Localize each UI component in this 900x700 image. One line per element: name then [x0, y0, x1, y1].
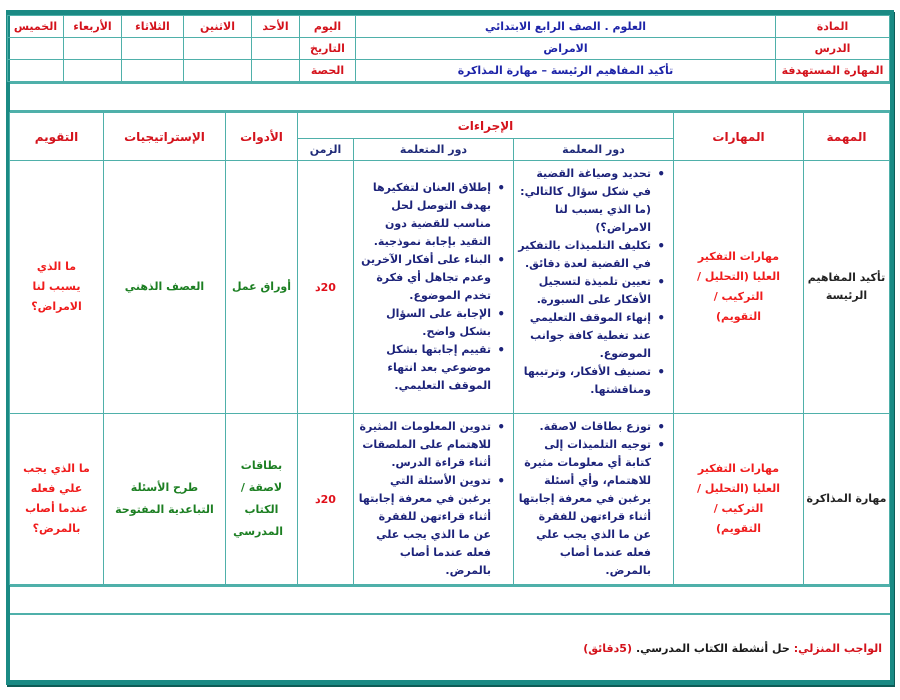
skills-cell: مهارات التفكير العليا (التحليل / التركيب / التقويم) — [674, 161, 804, 414]
homework-section — [10, 615, 890, 681]
date-thursday-cell[interactable] — [8, 38, 64, 60]
strategies-cell: العصف الذهني — [103, 161, 225, 414]
list-item: • تعيين تلميذة لتسجيل الأفكار على السبورة. — [518, 273, 667, 309]
date-wednesday-cell[interactable] — [64, 38, 122, 60]
header-student-role: دور المتعلمة — [354, 139, 514, 161]
day-sunday: الأحد — [252, 16, 300, 38]
list-item: • البناء على أفكار الآخرين وعدم تجاهل أي فكرة تخدم الموضوع. — [358, 251, 507, 305]
table-row — [9, 414, 889, 585]
spacer-row — [10, 82, 890, 112]
student-role-cell — [354, 414, 514, 585]
period-sunday-cell[interactable] — [252, 60, 300, 82]
list-item: • إنهاء الموقف التعليمي عند تغطية كافة جوانب الموضوع. — [518, 309, 667, 363]
header-teacher-role: دور المعلمة — [514, 139, 674, 161]
day-wednesday: الأربعاء — [64, 16, 122, 38]
day-thursday: الخميس — [8, 16, 64, 38]
blank-row — [10, 585, 890, 615]
subject-label: المادة — [776, 16, 890, 38]
lesson-value: الامراض — [356, 38, 776, 60]
subject-value: العلوم . الصف الرابع الابتدائي — [356, 16, 776, 38]
lesson-plan-frame — [6, 10, 894, 685]
strategies-cell: طرح الأسئلة التباعدية المفتوحة — [103, 414, 225, 585]
header-task: المهمة — [804, 113, 890, 161]
header-skills: المهارات — [674, 113, 804, 161]
time-cell: 20د — [297, 414, 353, 585]
period-wednesday-cell[interactable] — [64, 60, 122, 82]
list-item: • تدوين الأسئلة التي يرغبن في معرفة إجابتها أثناء قراءتهن للفقرة عن ما الذي يجب علي فعله عندما أصاب بالمرض. — [358, 472, 507, 580]
date-label: التاريخ — [300, 38, 356, 60]
student-role-cell — [354, 161, 514, 414]
period-tuesday-cell[interactable] — [122, 60, 184, 82]
lesson-info-table — [7, 15, 890, 82]
period-label: الحصة — [300, 60, 356, 82]
header-strategies: الإستراتيجيات — [103, 113, 225, 161]
day-monday: الاثنين — [184, 16, 252, 38]
list-item: • الإجابة على السؤال بشكل واضح. — [358, 305, 507, 341]
date-monday-cell[interactable] — [184, 38, 252, 60]
list-item: • توزع بطاقات لاصقة. — [518, 418, 667, 436]
teacher-role-cell — [514, 414, 674, 585]
list-item: • إطلاق العنان لتفكيرها بهدف التوصل لحل مناسب للقضية دون التقيد بإجابة نموذجية. — [358, 179, 507, 251]
lesson-label: الدرس — [776, 38, 890, 60]
list-item: • تدوين المعلومات المثيرة للاهتمام على الملصقات أثناء قراءة الدرس. — [358, 418, 507, 472]
date-tuesday-cell[interactable] — [122, 38, 184, 60]
homework-text: حل أنشطة الكتاب المدرسي. — [635, 641, 790, 655]
evaluation-cell: ما الذي يجب علي فعله عندما أصاب بالمرض؟ — [9, 414, 103, 585]
list-item: • تقييم إجابتها بشكل موضوعي بعد انتهاء الموقف التعليمي. — [358, 341, 507, 395]
period-monday-cell[interactable] — [184, 60, 252, 82]
task-cell: تأكيد المفاهيم الرئيسة — [804, 161, 890, 414]
header-tools: الأدوات — [225, 113, 297, 161]
table-row — [9, 161, 889, 414]
task-cell: مهارة المذاكرة — [804, 414, 890, 585]
homework-time: (5دقائق) — [583, 641, 632, 655]
time-cell: 20د — [297, 161, 353, 414]
tools-cell: بطاقات لاصقة / الكتاب المدرسي — [225, 414, 297, 585]
header-procedures: الإجراءات — [297, 113, 673, 139]
teacher-role-cell — [514, 161, 674, 414]
lesson-procedures-table — [9, 112, 890, 585]
header-time: الزمن — [297, 139, 353, 161]
tools-cell: أوراق عمل — [225, 161, 297, 414]
list-item: • تصنيف الأفكار، وترتيبها ومناقشتها. — [518, 363, 667, 399]
target-skill-value: تأكيد المفاهيم الرئيسة – مهارة المذاكرة — [356, 60, 776, 82]
period-thursday-cell[interactable] — [8, 60, 64, 82]
evaluation-cell: ما الذي يسبب لنا الامراض؟ — [9, 161, 103, 414]
header-evaluation: التقويم — [9, 113, 103, 161]
list-item: • تكليف التلميذات بالتفكير في القضية لعدة دقائق. — [518, 237, 667, 273]
day-label: اليوم — [300, 16, 356, 38]
homework-label: الواجب المنزلي: — [793, 641, 882, 655]
target-skill-label: المهارة المستهدفة — [776, 60, 890, 82]
date-sunday-cell[interactable] — [252, 38, 300, 60]
skills-cell: مهارات التفكير العليا (التحليل / التركيب / التقويم) — [674, 414, 804, 585]
list-item: • توجيه التلميذات إلى كتابة أي معلومات مثيرة للاهتمام، وأي أسئلة يرغبن في معرفة إجابتها أثناء قراءتهن للفقرة عن ما الذي يجب علي فعله عندما أصاب بالمرض. — [518, 436, 667, 580]
day-tuesday: الثلاثاء — [122, 16, 184, 38]
list-item: • تحديد وصياغة القضية في شكل سؤال كالتالي: (ما الذي يسبب لنا الامراض؟) — [518, 165, 667, 237]
